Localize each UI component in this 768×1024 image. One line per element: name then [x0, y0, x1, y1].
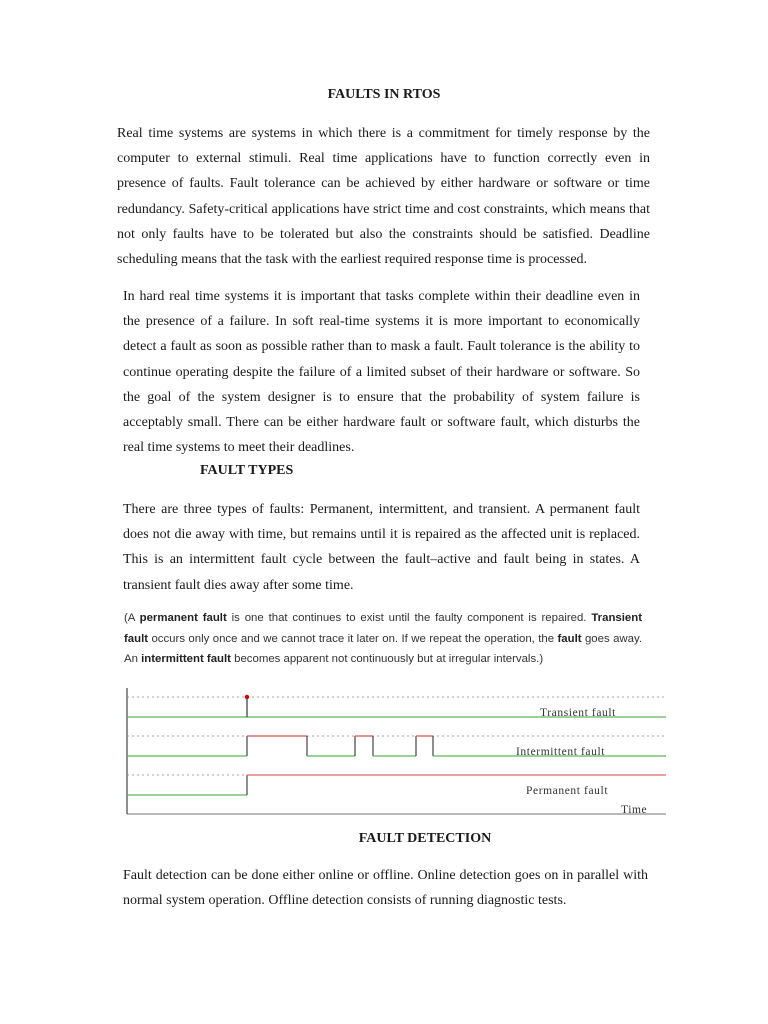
- note-term-intermittent: intermittent fault: [141, 653, 231, 665]
- transient-fault-label: Transient fault: [540, 707, 616, 719]
- note-term-transient: Transient fault: [124, 612, 642, 645]
- fault-definitions-note: [124, 608, 642, 670]
- paragraph-fault-types: There are three types of faults: Permanent, intermittent, and transient. A permanent fault does not die away with time, but remains until it is repaired as the affected unit is replaced. This is an intermittent fault cycle between the fault–active and fault being in states. A transient fault dies away after some time.: [123, 502, 640, 593]
- intermittent-fault-label: Intermittent fault: [516, 746, 606, 758]
- note-term-fault: fault: [557, 632, 582, 645]
- note-text: (A: [124, 612, 140, 624]
- transient-spike-marker: [245, 695, 249, 699]
- note-term-permanent: permanent fault: [139, 612, 227, 624]
- fault-detection-heading: FAULT DETECTION: [358, 831, 492, 846]
- page-title: FAULTS IN RTOS: [327, 87, 441, 102]
- fault-timing-diagram: [120, 686, 680, 818]
- paragraph-fault-detection: Fault detection can be done either online or offline. Online detection goes on in parallel with normal system operation. Offline detection consists of running diagnostic tests.: [123, 868, 648, 909]
- note-text: occurs only once and we cannot trace it later on. If we repeat the operation, the: [148, 632, 558, 645]
- paragraph-hard-soft-realtime: In hard real time systems it is important that tasks complete within their deadline even in the presence of a failure. In soft real-time systems it is more important to economically detect a fault as soon as possible rather than to mask a fault. Fault tolerance is the ability to continue operating despite the failure of a limited subset of their hardware or software. So the goal of the system designer is to ensure that the probability of system failure is acceptably small. There can be either hardware fault or software fault, which disturbs the real time systems to meet their deadlines.: [123, 289, 640, 456]
- note-text: becomes apparent not continuously but at irregular intervals.): [230, 653, 544, 665]
- note-text: goes away. An: [124, 632, 642, 665]
- note-text: is one that continues to exist until the faulty component is repaired.: [226, 612, 592, 624]
- fault-types-heading: FAULT TYPES: [200, 463, 294, 478]
- paragraph-intro: Real time systems are systems in which there is a commitment for timely response by the computer to external stimuli. Real time applications have to function correctly even in presence of faults. Fault tolerance can be achieved by either hardware or software or time redundancy. Safety-critical applications have strict time and cost constraints, which means that not only faults have to be tolerated but also the constraints should be satisfied. Deadline scheduling means that the task with the earliest required response time is processed.: [117, 126, 650, 268]
- time-axis-label: Time: [621, 804, 648, 816]
- permanent-fault-label: Permanent fault: [526, 785, 609, 797]
